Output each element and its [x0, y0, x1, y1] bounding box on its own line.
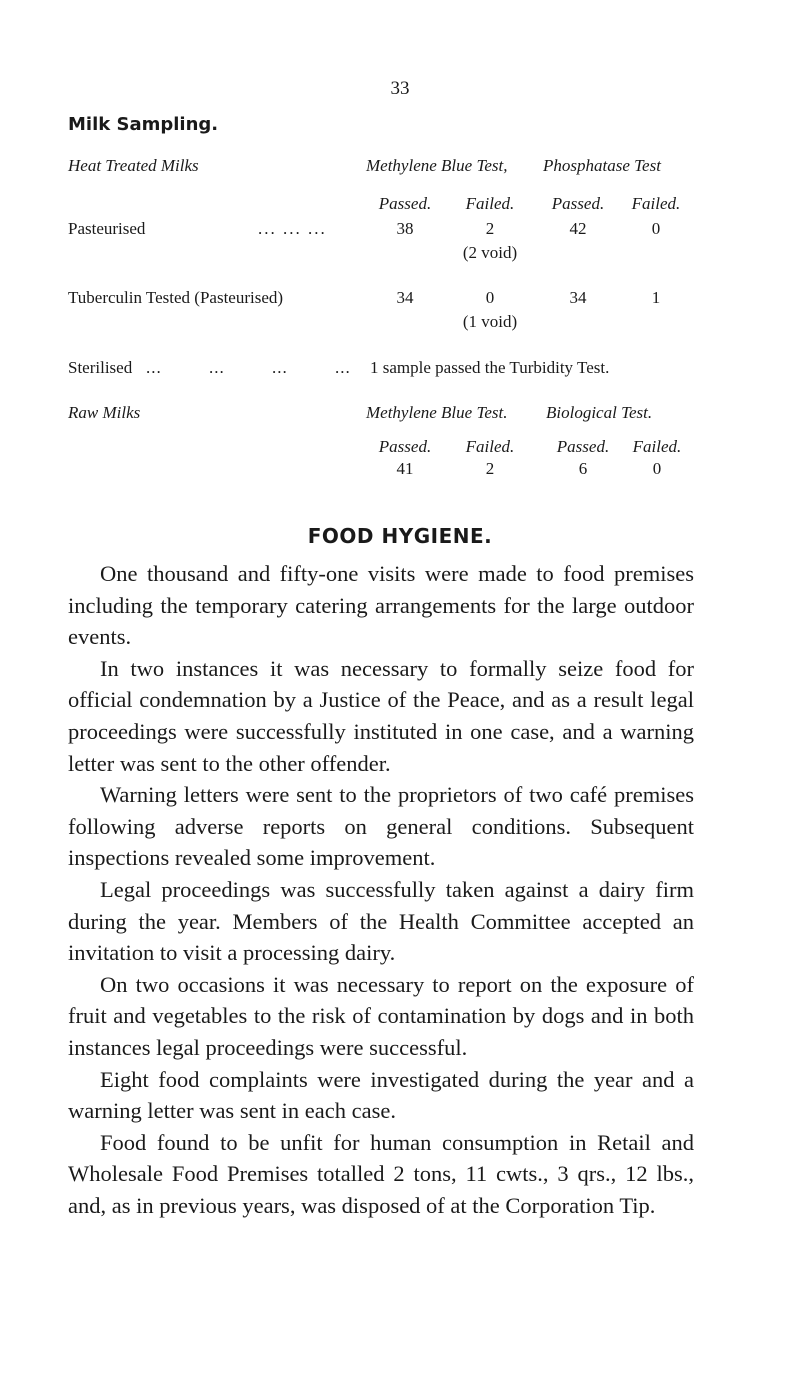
biological-test-header: Biological Test. — [546, 403, 653, 422]
value-mb-failed: 0 — [485, 288, 495, 307]
value-mb-passed: 34 — [396, 288, 414, 307]
value-ph-passed: 34 — [569, 288, 587, 307]
paragraph: On two occasions it was necessary to report on the exposure of fruit and vegetables to the risk of contamination by dogs and in both instances legal proceedings were successful. — [68, 971, 694, 1060]
row-label-pasteurised: Pasteurised — [68, 219, 146, 238]
raw-milks-label: Raw Milks — [68, 403, 141, 422]
page-number: 33 — [390, 78, 410, 99]
value-ph-passed: 42 — [569, 219, 587, 238]
dot-leader: ... ... ... ... — [146, 358, 351, 377]
paragraph: Eight food complaints were investigated during the year and a warning letter was sent in each case. — [68, 1066, 694, 1124]
raw-value-mb-passed: 41 — [396, 459, 414, 478]
raw-methylene-blue-header: Methylene Blue Test. — [366, 403, 508, 422]
row-label-tuberculin-tested: Tuberculin Tested (Pasteurised) — [68, 288, 284, 307]
paragraph: One thousand and fifty-one visits were made to food premises including the temporary catering arrangements for the large outdoor events. — [68, 561, 694, 650]
heat-treated-label: Heat Treated Milks — [68, 156, 199, 175]
raw-value-bio-passed: 6 — [578, 459, 588, 478]
value-ph-failed: 1 — [651, 288, 661, 307]
raw-value-bio-failed: 0 — [652, 459, 662, 478]
void-note: (2 void) — [462, 243, 518, 262]
food-hygiene-body — [68, 558, 694, 1221]
methylene-blue-header: Methylene Blue Test, — [366, 156, 508, 175]
col-header-mb-passed: Passed. — [378, 194, 432, 213]
paragraph: Warning letters were sent to the proprietors of two café premises following adverse reports on general conditions. Subsequent inspections revealed some improvement. — [68, 782, 694, 871]
dot-leader: ... ... ... — [258, 219, 327, 238]
sterilised-result: 1 sample passed the Turbidity Test. — [370, 358, 610, 377]
raw-value-mb-failed: 2 — [485, 459, 495, 478]
paragraph: In two instances it was necessary to formally seize food for official condemnation by a Justice of the Peace, and as a result legal proceedings were successfully instituted in one case, and a warning letter was sent to the other offender. — [68, 655, 694, 776]
col-header-mb-passed: Passed. — [378, 437, 432, 456]
paragraph: Food found to be unfit for human consumption in Retail and Wholesale Food Premises totalled 2 tons, 11 cwts., 3 qrs., 12 lbs., and, as in previous years, was disposed of at the Corporation Tip. — [68, 1129, 694, 1218]
section-heading-food-hygiene: FOOD HYGIENE. — [307, 524, 493, 548]
col-header-mb-failed: Failed. — [465, 437, 515, 456]
col-header-bio-failed: Failed. — [632, 437, 682, 456]
col-header-ph-failed: Failed. — [631, 194, 681, 213]
value-mb-passed: 38 — [396, 219, 414, 238]
void-note: (1 void) — [462, 312, 518, 331]
col-header-bio-passed: Passed. — [556, 437, 610, 456]
value-mb-failed: 2 — [485, 219, 495, 238]
paragraph: Legal proceedings was successfully taken against a dairy firm during the year. Members of the Health Committee accepted an invitation to visit a processing dairy. — [68, 876, 694, 966]
col-header-mb-failed: Failed. — [465, 194, 515, 213]
phosphatase-header: Phosphatase Test — [543, 156, 661, 175]
row-label-sterilised: Sterilised — [68, 358, 133, 377]
col-header-ph-passed: Passed. — [551, 194, 605, 213]
section-heading-milk-sampling: Milk Sampling. — [68, 114, 219, 135]
value-ph-failed: 0 — [651, 219, 661, 238]
